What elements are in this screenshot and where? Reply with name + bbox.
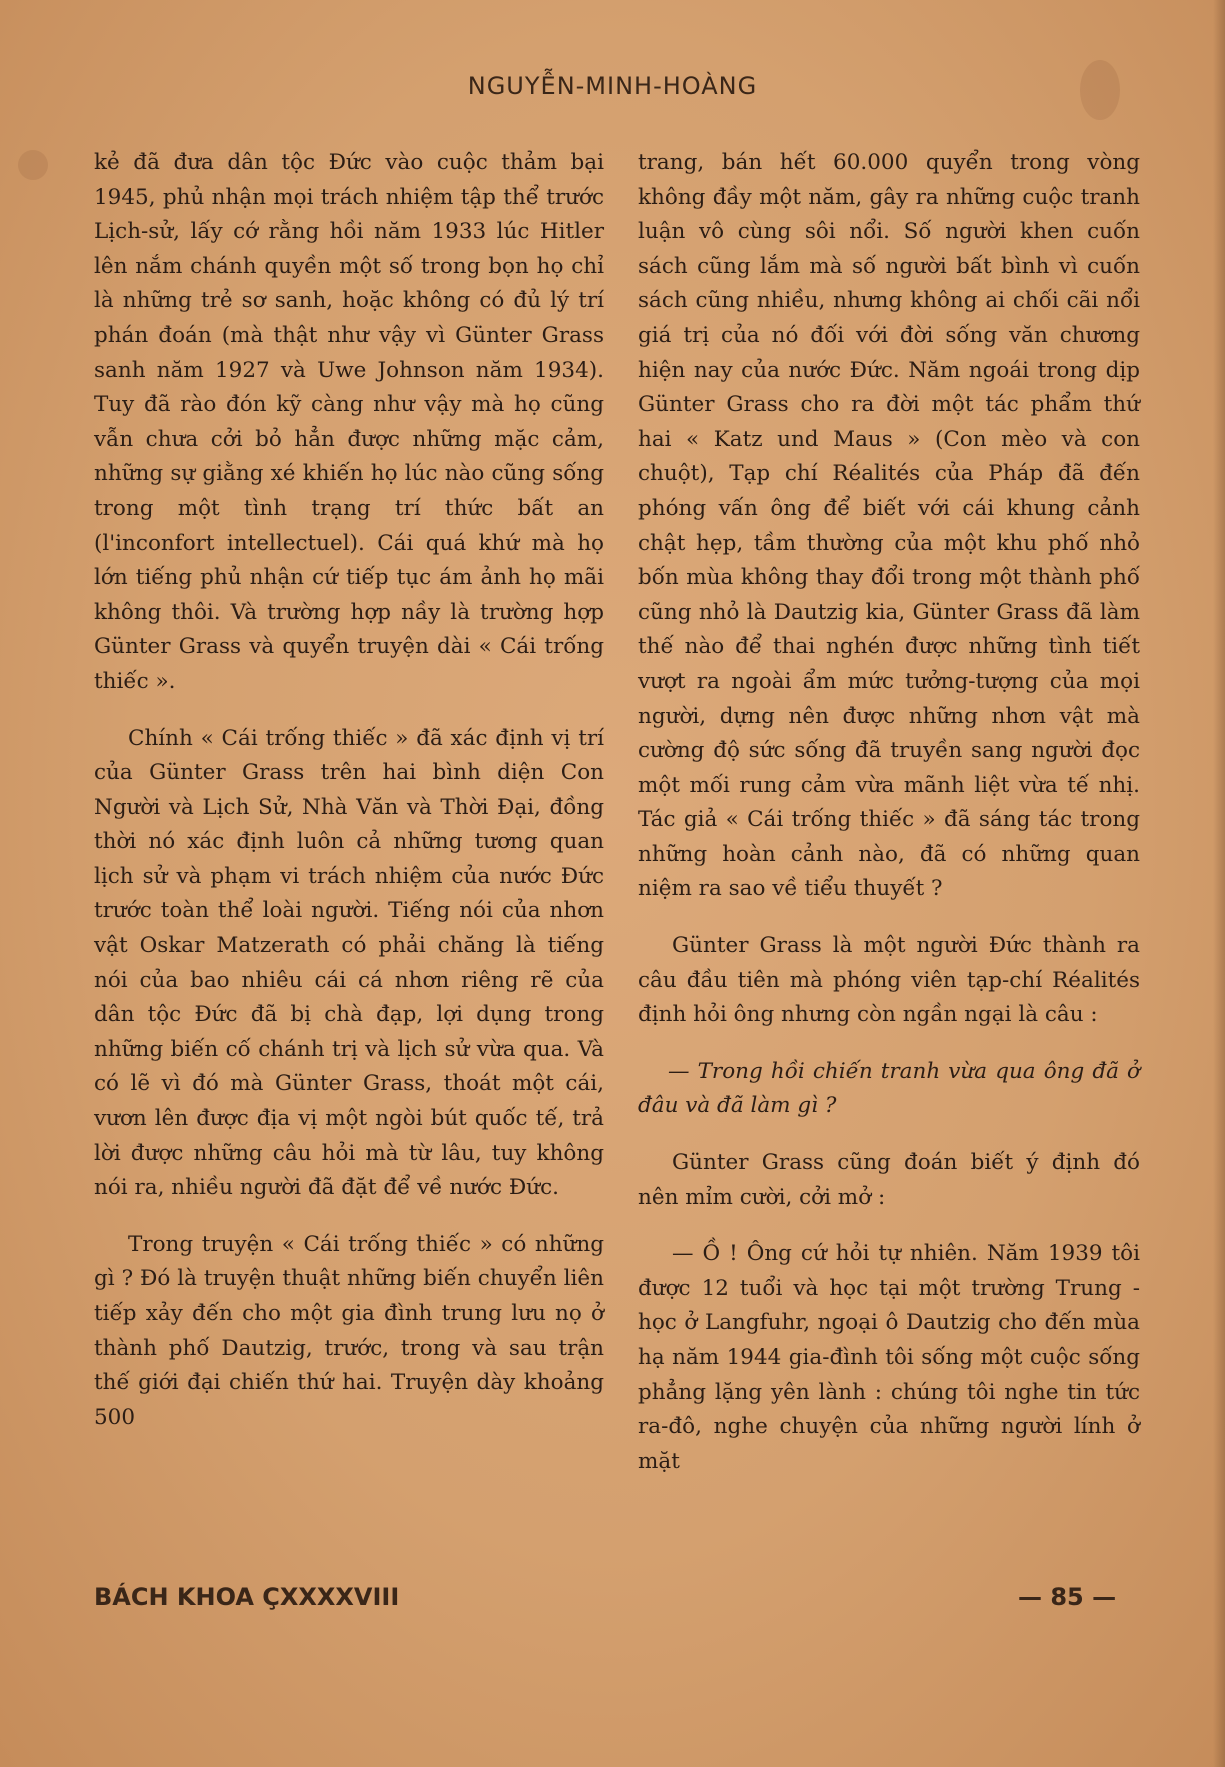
page-header-author: NGUYỄN-MINH-HOÀNG	[467, 72, 758, 100]
left-paragraph-1: kẻ đã đưa dân tộc Đức vào cuộc thảm bại 1945, phủ nhận mọi trách nhiệm tập thể trước Lịch-sử, lấy cớ rằng hồi năm 1933 lúc Hitler lên nắm chánh quyền một số trong bọn họ chỉ là những trẻ sơ sanh, hoặc không có đủ lý trí phán đoán (mà thật như vậy vì Günter Grass sanh năm 1927 và Uwe Johnson năm 1934). Tuy đã rào đón kỹ càng như vậy mà họ cũng vẫn chưa cởi bỏ hẳn được những mặc cảm, những sự giằng xé khiến họ lúc nào cũng sống trong một tình trạng trí thức bất an (l'inconfort intellectuel). Cái quá khứ mà họ lớn tiếng phủ nhận cứ tiếp tục ám ảnh họ mãi không thôi. Và trường hợp nầy là trường hợp Günter Grass và quyển truyện dài « Cái trống thiếc ».	[94, 150, 604, 694]
paper-stain	[18, 150, 48, 180]
right-paragraph-2: Günter Grass là một người Đức thành ra câu đầu tiên mà phóng viên tạp-chí Réalités định hỏi ông nhưng còn ngần ngại là câu :	[638, 933, 1140, 1028]
interview-answer: — Ồ ! Ông cứ hỏi tự nhiên. Năm 1939 tôi được 12 tuổi và học tại một trường Trung - học ở Langfuhr, ngoại ô Dautzig cho đến mùa hạ năm 1944 gia-đình tôi sống một cuộc sống phẳng lặng yên lành : chúng tôi nghe tin tức ra-đô, nghe chuyện của những người lính ở mặt	[638, 1241, 1140, 1474]
interview-question: — Trong hồi chiến tranh vừa qua ông đã ở đâu và đã làm gì ?	[638, 1058, 1140, 1119]
right-paragraph-4: Günter Grass cũng đoán biết ý định đó nên mỉm cười, cởi mở :	[638, 1150, 1140, 1210]
right-column	[638, 146, 1140, 1479]
left-paragraph-3: Trong truyện « Cái trống thiếc » có những gì ? Đó là truyện thuật những biến chuyển liên tiếp xảy đến cho một gia đình trung lưu nọ ở thành phố Dautzig, trước, trong và sau trận thế giới đại chiến thứ hai. Truyện dày khoảng 500	[94, 1231, 604, 1430]
page-edge-shadow	[1213, 0, 1225, 1767]
left-paragraph-2: Chính « Cái trống thiếc » đã xác định vị trí của Günter Grass trên hai bình diện Con Người và Lịch Sử, Nhà Văn và Thời Đại, đồng thời nó xác định luôn cả những tương quan lịch sử và phạm vi trách nhiệm của nước Đức trước toàn thể loài người. Tiếng nói của nhơn vật Oskar Matzerath có phải chăng là tiếng nói của bao nhiêu cái cá nhơn riêng rẽ của dân tộc Đức đã bị chà đạp, lợi dụng trong những biến cố chánh trị và lịch sử vừa qua. Và có lẽ vì đó mà Günter Grass, thoát một cái, vươn lên được địa vị một ngòi bút quốc tế, trả lời được những câu hỏi mà từ lâu, tuy không nói ra, nhiều người đã đặt để về nước Đức.	[94, 725, 604, 1201]
magazine-issue-label: BÁCH KHOA ÇXXXXVIII	[94, 1583, 400, 1611]
right-paragraph-1: trang, bán hết 60.000 quyển trong vòng không đầy một năm, gây ra những cuộc tranh luận vô cùng sôi nổi. Số người khen cuốn sách cũng lắm mà số người bất bình vì cuốn sách cũng nhiều, nhưng không ai chối cãi nổi giá trị của nó đối với đời sống văn chương hiện nay của nước Đức. Năm ngoái trong dịp Günter Grass cho ra đời một tác phẩm thứ hai « Katz und Maus » (Con mèo và con chuột), Tạp chí Réalités của Pháp đã đến phóng vấn ông để biết với cái khung cảnh chật hẹp, tầm thường của một khu phố nhỏ bốn mùa không thay đổi trong một thành phố cũng nhỏ là Dautzig kia, Günter Grass đã làm thế nào để thai nghén được những tình tiết vượt ra ngoài ẩm mức tưởng-tượng của mọi người, dựng nên được những nhơn vật mà cường độ sức sống đã truyền sang người đọc một mối rung cảm vừa mãnh liệt vừa tế nhị. Tác giả « Cái trống thiếc » đã sáng tác trong những hoàn cảnh nào, đã có những quan niệm ra sao về tiểu thuyết ?	[638, 150, 1140, 902]
page-number: — 85 —	[1018, 1583, 1117, 1611]
left-column	[94, 146, 604, 1435]
